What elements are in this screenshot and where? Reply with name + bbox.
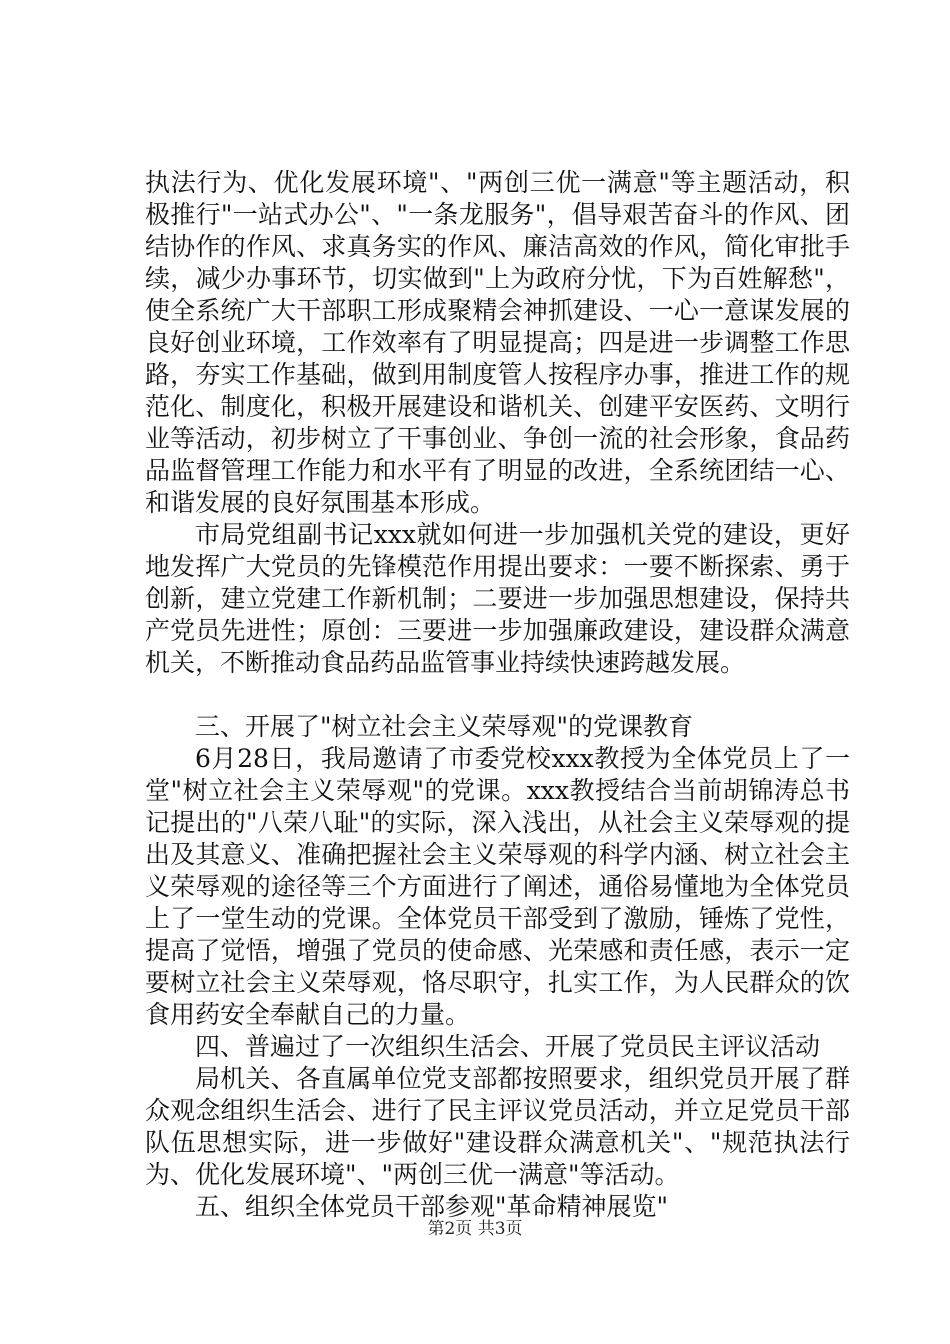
page-number-footer: 第2页 共3页 — [427, 1219, 523, 1239]
paragraph-secretary-requirements: 市局党组副书记xxx就如何进一步加强机关党的建设，更好地发挥广大党员的先锋模范作用提出要求：一要不断探索、勇于创新，建立党建工作新机制；二要进一步加强思想建设，保持共产党员先进性；原创：三要进一步加强廉政建设，建设群众满意机关，不断推动食品药品监管事业持续快速跨越发展。 — [145, 520, 850, 677]
document-body — [145, 167, 850, 1223]
section-heading-3: 三、开展了"树立社会主义荣辱观"的党课教育 — [195, 712, 693, 741]
paragraph-democratic-review: 局机关、各直属单位党支部都按照要求，组织党员开展了群众观念组织生活会、进行了民主评议党员活动，并立足党员干部队伍思想实际，进一步做好"建设群众满意机关"、"规范执法行为、优化发展环境"、"两创三优一满意"等活动。 — [145, 1064, 850, 1189]
section-heading-5: 五、组织全体党员干部参观"革命精神展览" — [195, 1192, 668, 1221]
section-heading-4: 四、普遍过了一次组织生活会、开展了党员民主评议活动 — [195, 1032, 821, 1061]
paragraph-spacer — [145, 679, 850, 711]
paragraph-party-lecture: 6月28日，我局邀请了市委党校xxx教授为全体党员上了一堂"树立社会主义荣辱观"的党课。xxx教授结合当前胡锦涛总书记提出的"八荣八耻"的实际，深入浅出，从社会主义荣辱观的提出及其意义、准确把握社会主义荣辱观的科学内涵、树立社会主义荣辱观的途径等三个方面进行了阐述，通俗易懂地为全体党员上了一堂生动的党课。全体党员干部受到了激励，锤炼了党性，提高了觉悟，增强了党员的使命感、光荣感和责任感，表示一定要树立社会主义荣辱观，恪尽职守，扎实工作，为人民群众的饮食用药安全奉献自己的力量。 — [145, 744, 850, 1029]
paragraph-continued: 执法行为、优化发展环境"、"两创三优一满意"等主题活动，积极推行"一站式办公"、"一条龙服务"，倡导艰苦奋斗的作风、团结协作的作风、求真务实的作风、廉洁高效的作风，简化审批手续，减少办事环节，切实做到"上为政府分忧，下为百姓解愁"，使全系统广大干部职工形成聚精会神抓建设、一心一意谋发展的良好创业环境，工作效率有了明显提高；四是进一步调整工作思路，夯实工作基础，做到用制度管人按程序办事，推进工作的规范化、制度化，积极开展建设和谐机关、创建平安医药、文明行业等活动，初步树立了干事创业、争创一流的社会形象，食品药品监督管理工作能力和水平有了明显的改进，全系统团结一心、和谐发展的良好氛围基本形成。 — [145, 168, 850, 517]
